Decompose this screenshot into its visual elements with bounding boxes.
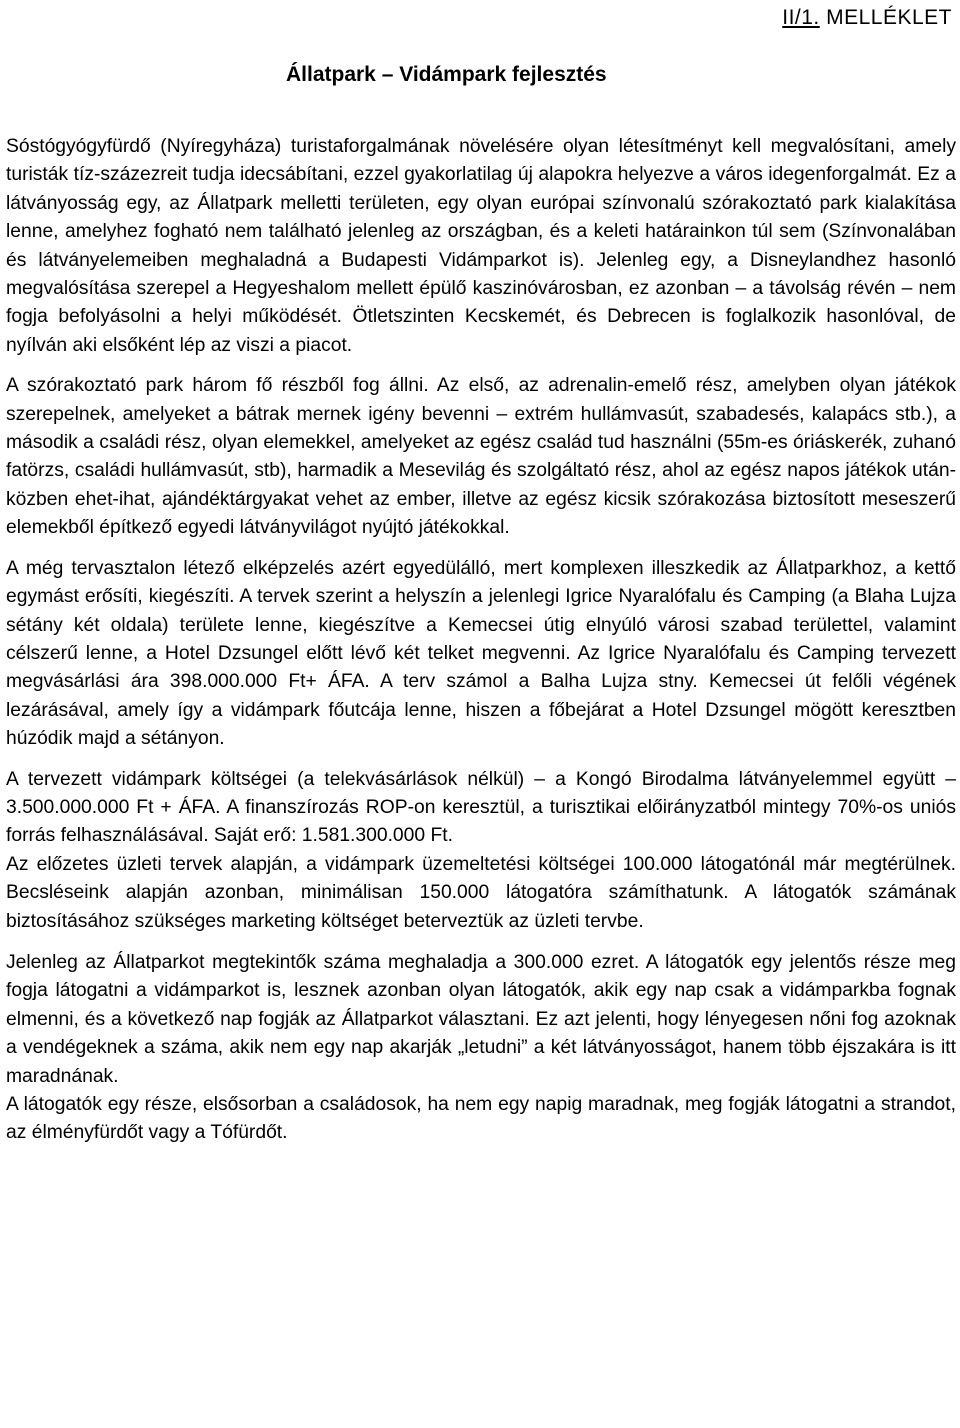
paragraph-intro: Sóstógyógyfürdő (Nyíregyháza) turistaforgalmának növelésére olyan létesítményt kell megvalósítani, amely turisták tíz-százezreit tudja idecsábítani, ezzel gyakorlatilag új alapokra helyezve a város idegenforgalmát. Ez a látványosság egy, az Állatpark melletti területen, egy olyan európai színvonalú szórakoztató park kialakítása lenne, amelyhez fogható nem található jelenleg az országban, és a keleti határainkon túl sem (Színvonalában és látványelemeiben meghaladná a Budapesti Vidámparkot is). Jelenleg egy, a Disneylandhez hasonló megvalósítása szerepel a Hegyeshalom mellett épülő kaszinóvárosban, ez azonban – a távolság révén – nem fogja befolyásolni a helyi működését. Ötletszinten Kecskemét, és Debrecen is foglalkozik hasonlóval, de nyílván aki elsőként lép az viszi a piacot. (6, 136, 956, 356)
paragraph-business-plan: Az előzetes üzleti tervek alapján, a vidámpark üzemeltetési költségei 100.000 látogatónál már megtérülnek. Becsléseink alapján azonban, minimálisan 150.000 látogatóra számíthatunk. A látogatók számának biztosításához szükséges marketing költséget beterveztük az üzleti tervbe. (6, 853, 956, 932)
annex-number: II/1. (782, 6, 820, 29)
annex-label (782, 6, 952, 30)
annex-word: MELLÉKLET (819, 6, 952, 29)
document-body (6, 133, 956, 1148)
paragraph-park-parts: A szórakoztató park három fő részből fog állni. Az első, az adrenalin-emelő rész, amelyben olyan játékok szerepelnek, amelyeket a bátrak mernek igény bevenni – extrém hullámvasút, szabadesés, kalapács stb.), a második a családi rész, olyan elemekkel, amelyeket az egész család tud használni (55m-es óriáskerék, zuhanó fatörzs, családi hullámvasút, stb), harmadik a Mesevilág és szolgáltató rész, ahol az egész napos játékok után-közben ehet-ihat, ajándéktárgyakat vehet az ember, illetve az egész kicsik szórakozása biztosított meseszerű elemekből építkező egyedi látványvilágot nyújtó játékokkal. (6, 375, 956, 539)
paragraph-families: A látogatók egy része, elsősorban a családosok, ha nem egy napig maradnak, meg fogják látogatni a strandot, az élményfürdőt vagy a Tófürdőt. (6, 1094, 956, 1144)
paragraph-costs: A tervezett vidámpark költségei (a telekvásárlások nélkül) – a Kongó Birodalma látványelemmel együtt – 3.500.000.000 Ft + ÁFA. A finanszírozás ROP-on keresztül, a turisztikai előirányzatból mintegy 70%-os uniós forrás felhasználásával. Saját erő: 1.581.300.000 Ft. (6, 768, 956, 847)
document-title: Állatpark – Vidámpark fejlesztés (286, 63, 607, 86)
paragraph-visitors: Jelenleg az Állatparkot megtekintők száma meghaladja a 300.000 ezret. A látogatók egy jelentős része meg fogja látogatni a vidámparkot is, lesznek azonban olyan látogatók, akik egy nap csak a vidámparkba fognak elmenni, és a következő nap fogják az Állatparkot választani. Ez azt jelenti, hogy lényegesen nőni fog azoknak a vendégeknek a száma, akik nem egy nap akarják „letudni” a két látványosságot, hanem több éjszakára is itt maradnának. (6, 951, 956, 1087)
paragraph-location: A még tervasztalon létező elképzelés azért egyedülálló, mert komplexen illeszkedik az Állatparkhoz, a kettő egymást erősíti, kiegészíti. A tervek szerint a helyszín a jelenlegi Igrice Nyaralófalu és Camping (a Blaha Lujza sétány két oldala) területe lenne, kiegészítve a Kemecsei útig elnyúló városi szabad területtel, valamint célszerű lenne, a Hotel Dzsungel előtt lévő két telket megvenni. Az Igrice Nyaralófalu és Camping tervezett megvásárlási ára 398.000.000 Ft+ ÁFA. A terv számol a Balha Lujza stny. Kemecsei út felőli végének lezárásával, amely így a vidámpark főutcája lenne, hiszen a főbejárat a Hotel Dzsungel mögött keresztben húzódik majd a sétányon. (6, 557, 956, 750)
